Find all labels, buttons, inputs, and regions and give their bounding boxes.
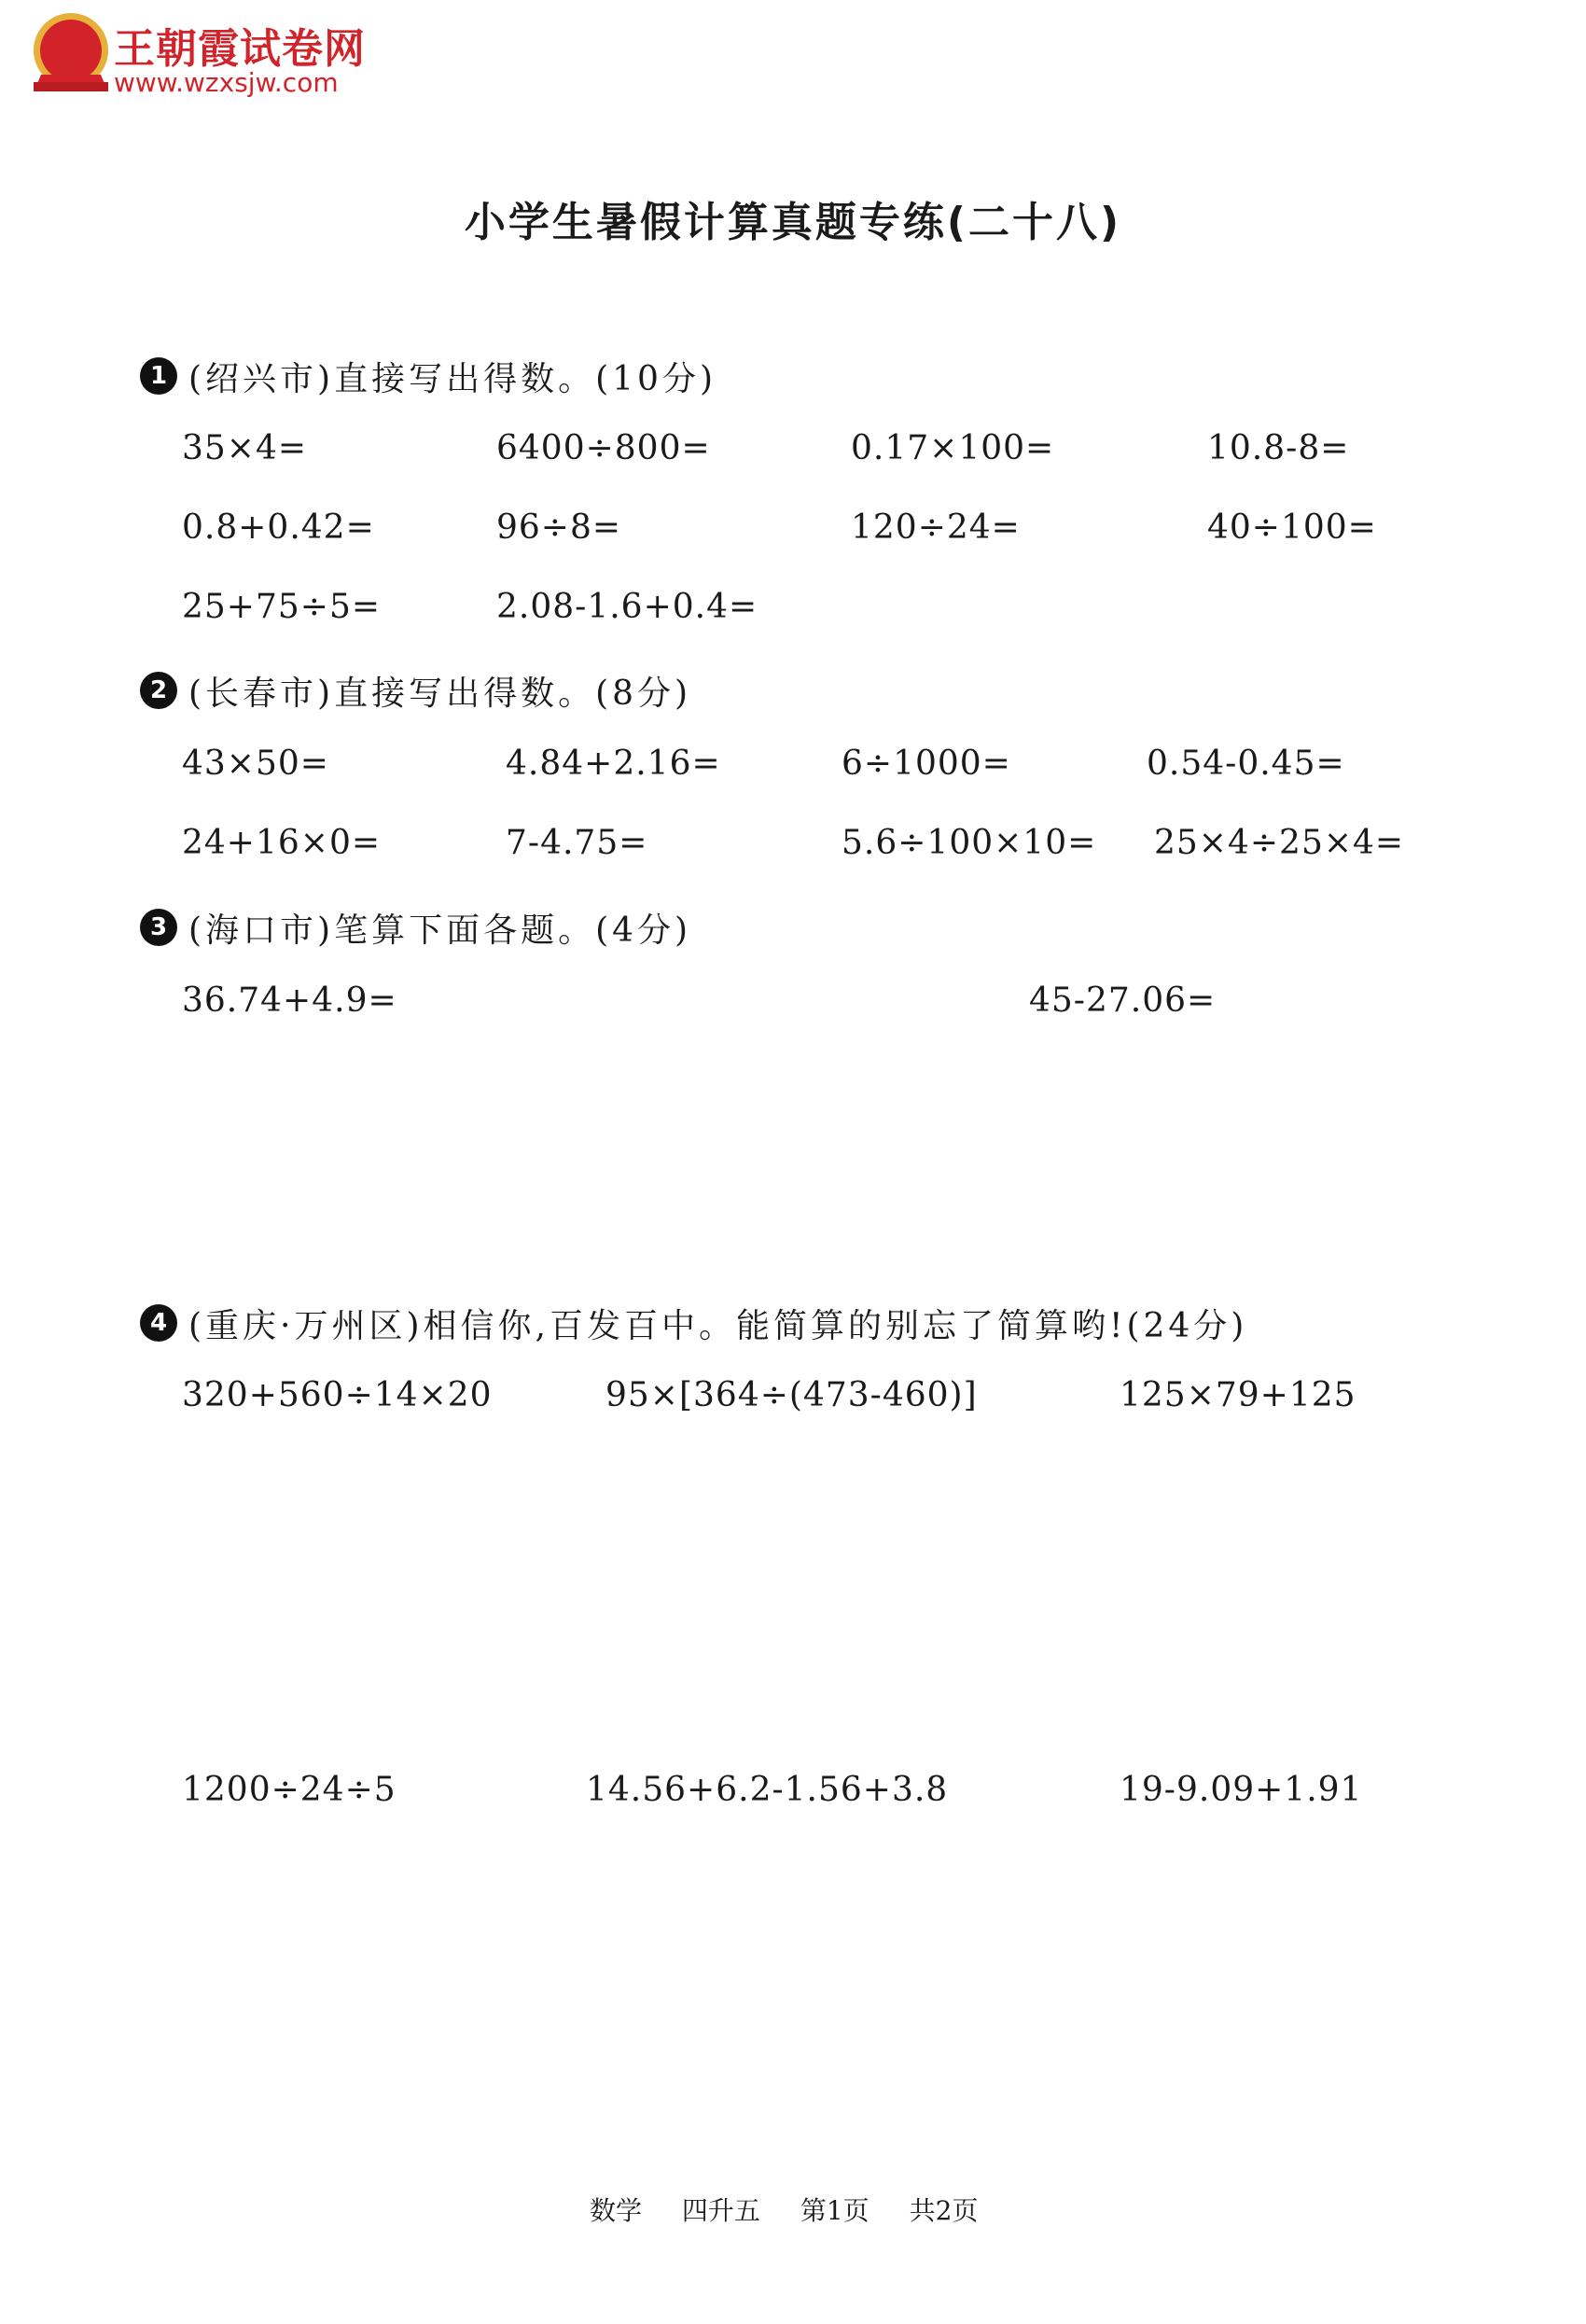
page-title: 小学生暑假计算真题专练(二十八) xyxy=(464,199,1122,246)
footer-page-total: 共2页 xyxy=(909,2195,979,2226)
section-title: (重庆·万州区)相信你,百发百中。能简算的别忘了简算哟!(24分) xyxy=(188,1306,1248,1345)
problem: 96÷8= xyxy=(496,508,622,547)
footer-grade: 四升五 xyxy=(681,2195,760,2226)
section-title: (长春市)直接写出得数。(8分) xyxy=(188,674,692,713)
watermark-logo xyxy=(28,9,420,103)
problem: 36.74+4.9= xyxy=(182,981,397,1020)
problem: 19-9.09+1.91 xyxy=(1120,1771,1363,1809)
problem: 35×4= xyxy=(182,429,308,467)
section-2-heading xyxy=(140,664,691,717)
problem: 125×79+125 xyxy=(1120,1376,1356,1414)
problem: 24+16×0= xyxy=(182,824,382,862)
problem: 25+75÷5= xyxy=(182,588,382,626)
problem: 95×[364÷(473-460)] xyxy=(605,1376,978,1414)
problem: 10.8-8= xyxy=(1207,429,1350,467)
problem: 25×4÷25×4= xyxy=(1154,824,1405,862)
section-3-heading xyxy=(140,901,691,953)
section-marker: 4 xyxy=(140,1304,177,1342)
problem: 45-27.06= xyxy=(1029,981,1217,1020)
footer-page-number: 第1页 xyxy=(800,2195,870,2226)
footer-subject: 数学 xyxy=(590,2195,643,2226)
problem: 4.84+2.16= xyxy=(506,745,721,783)
problem: 43×50= xyxy=(182,745,329,783)
problem: 0.17×100= xyxy=(851,429,1055,467)
problem: 7-4.75= xyxy=(506,824,648,862)
problem: 320+560÷14×20 xyxy=(182,1376,493,1414)
problem: 0.8+0.42= xyxy=(182,508,375,547)
problem: 40÷100= xyxy=(1207,508,1377,547)
section-marker: 1 xyxy=(140,357,177,395)
problem: 5.6÷100×10= xyxy=(842,824,1097,862)
problem: 6400÷800= xyxy=(496,429,711,467)
section-title: (海口市)笔算下面各题。(4分) xyxy=(188,911,692,950)
seal-icon xyxy=(28,9,114,99)
page-footer xyxy=(590,2191,1009,2228)
problem: 120÷24= xyxy=(851,508,1021,547)
problem: 1200÷24÷5 xyxy=(182,1771,396,1809)
section-marker: 3 xyxy=(140,909,177,946)
section-1-heading xyxy=(140,350,716,402)
section-marker: 2 xyxy=(140,672,177,709)
brand-name: 王朝霞试卷网 xyxy=(114,25,366,73)
problem: 2.08-1.6+0.4= xyxy=(496,588,758,626)
problem: 6÷1000= xyxy=(842,745,1011,783)
problem: 14.56+6.2-1.56+3.8 xyxy=(586,1771,949,1809)
brand-url: www.wzxsjw.com xyxy=(114,67,339,98)
problem: 0.54-0.45= xyxy=(1147,745,1345,783)
section-title: (绍兴市)直接写出得数。(10分) xyxy=(188,359,716,398)
section-4-heading xyxy=(140,1297,1247,1349)
